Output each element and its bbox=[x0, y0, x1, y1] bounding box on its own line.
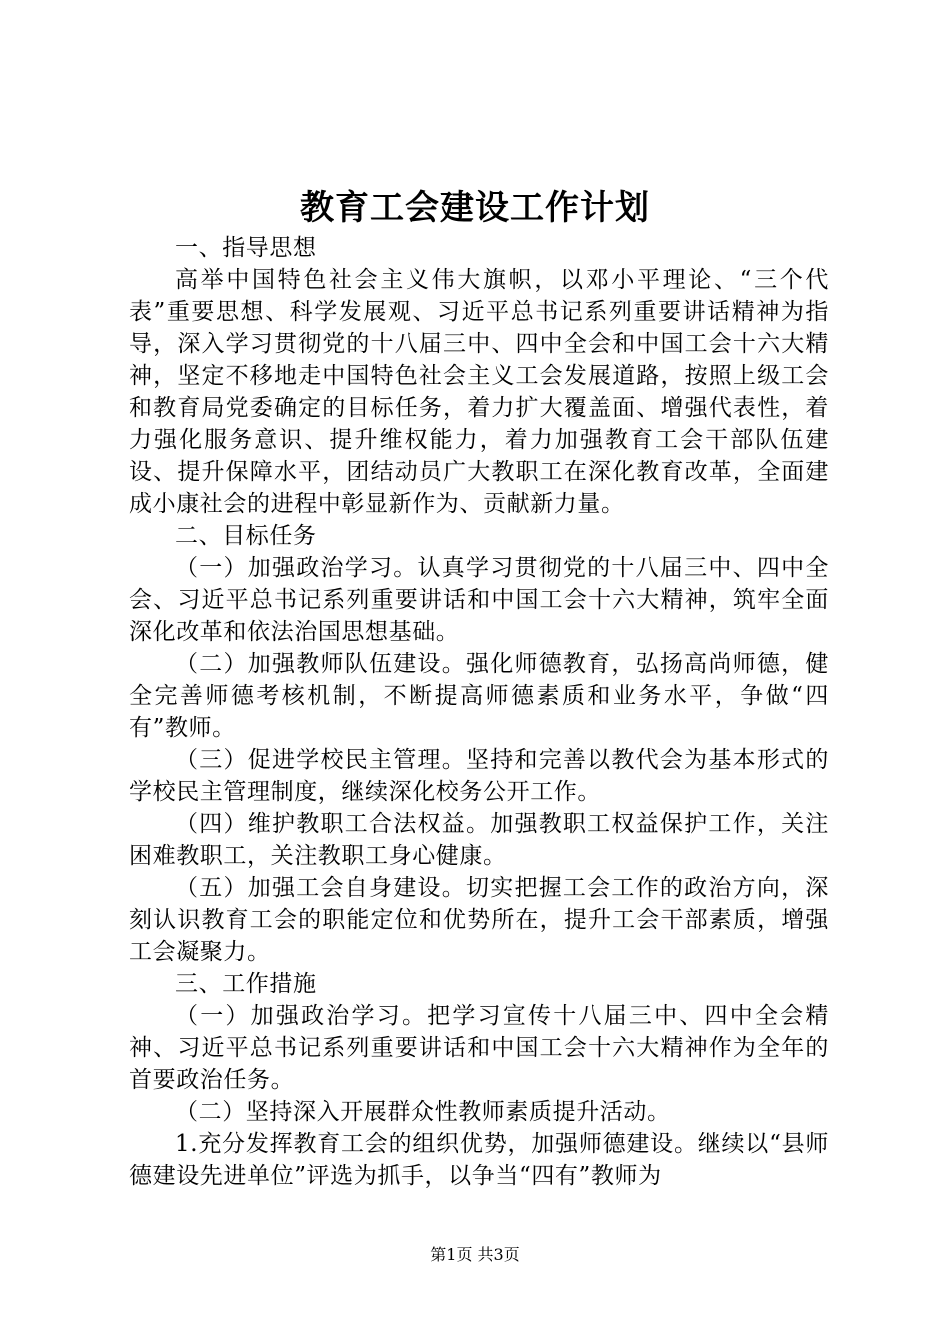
section-heading-3: 三、工作措施 bbox=[175, 971, 317, 997]
paragraph: （三）促进学校民主管理。坚持和完善以教代会为基本形式的学校民主管理制度，继续深化校务公开工作。 bbox=[129, 747, 829, 805]
paragraph: （五）加强工会自身建设。切实把握工会工作的政治方向，深刻认识教育工会的职能定位和优势所在，提升工会干部素质，增强工会凝聚力。 bbox=[129, 875, 829, 965]
document-body bbox=[129, 232, 829, 1192]
document-title: 教育工会建设工作计划 bbox=[300, 188, 650, 228]
page-number-footer: 第1页 共3页 bbox=[430, 1245, 520, 1264]
paragraph: （一）加强政治学习。认真学习贯彻党的十八届三中、四中全会、习近平总书记系列重要讲话和中国工会十六大精神，筑牢全面深化改革和依法治国思想基础。 bbox=[129, 555, 829, 645]
paragraph: （四）维护教职工合法权益。加强教职工权益保护工作，关注困难教职工，关注教职工身心健康。 bbox=[129, 811, 829, 869]
paragraph: 高举中国特色社会主义伟大旗帜，以邓小平理论、“三个代表”重要思想、科学发展观、习近平总书记系列重要讲话精神为指导，深入学习贯彻党的十八届三中、四中全会和中国工会十六大精神，坚定不移地走中国特色社会主义工会发展道路，按照上级工会和教育局党委确定的目标任务，着力扩大覆盖面、增强代表性，着力强化服务意识、提升维权能力，着力加强教育工会干部队伍建设、提升保障水平，团结动员广大教职工在深化教育改革，全面建成小康社会的进程中彰显新作为、贡献新力量。 bbox=[129, 267, 829, 517]
paragraph: （一）加强政治学习。把学习宣传十八届三中、四中全会精神、习近平总书记系列重要讲话和中国工会十六大精神作为全年的首要政治任务。 bbox=[129, 1003, 829, 1093]
paragraph: （二）坚持深入开展群众性教师素质提升活动。 bbox=[175, 1099, 671, 1125]
section-heading-1: 一、指导思想 bbox=[175, 235, 317, 261]
paragraph: （二）加强教师队伍建设。强化师德教育，弘扬高尚师德，健全完善师德考核机制，不断提高师德素质和业务水平，争做“四有”教师。 bbox=[129, 651, 829, 741]
paragraph: 1.充分发挥教育工会的组织优势，加强师德建设。继续以“县师德建设先进单位”评选为抓手，以争当“四有”教师为 bbox=[129, 1131, 829, 1189]
section-heading-2: 二、目标任务 bbox=[175, 523, 317, 549]
